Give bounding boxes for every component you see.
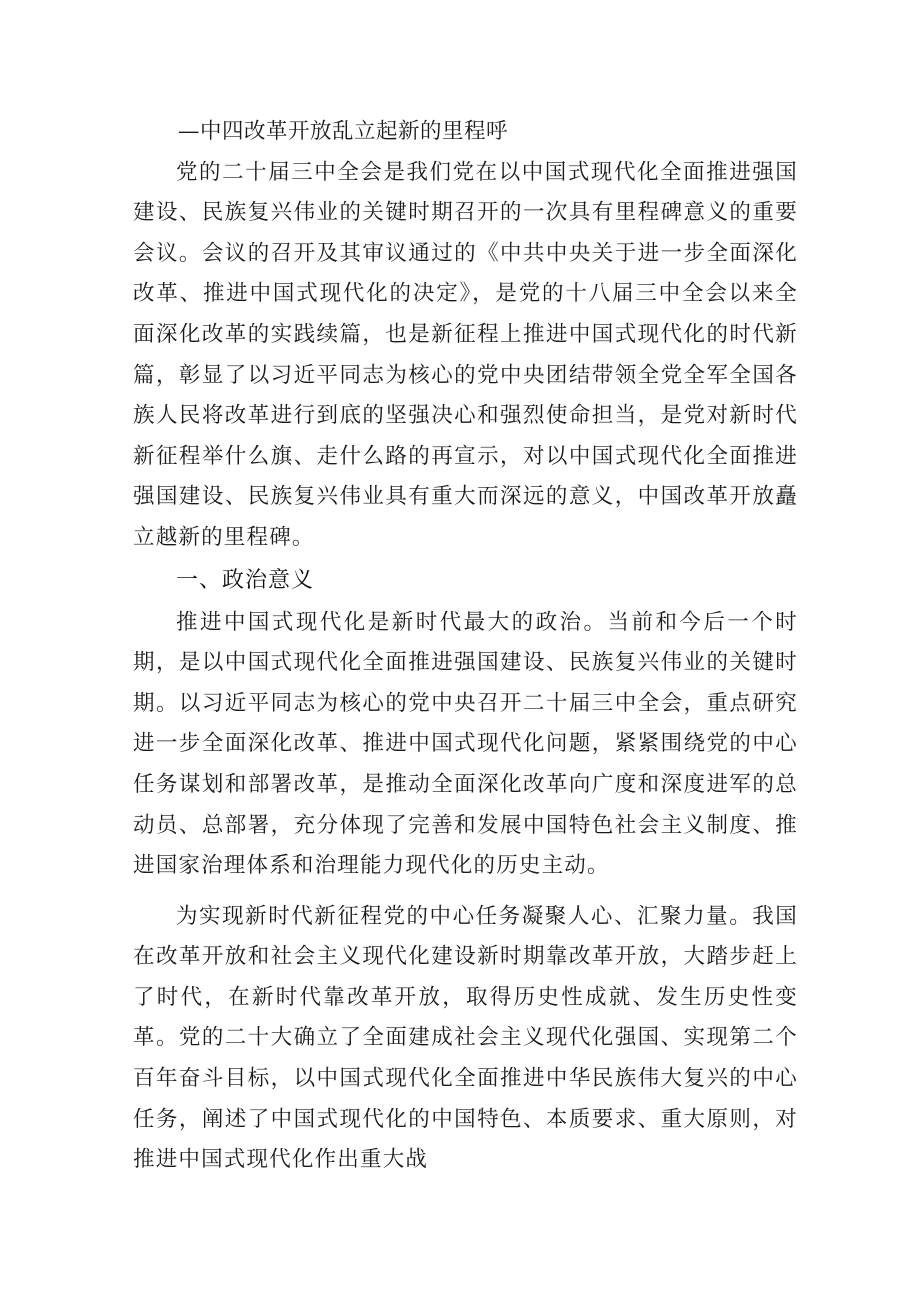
paragraph-central-task: 为实现新时代新征程党的中心任务凝聚人心、汇聚力量。我国在改革开放和社会主义现代化建设新时期靠改革开放，大踏步赶上了时代，在新时代靠改革开放，取得历史性成就、发生历史性变革。党的二十大确立了全面建成社会主义现代化强国、实现第二个百年奋斗目标，以中国式现代化全面推进中华民族伟大复兴的中心任务，阐述了中国式现代化的中国特色、本质要求、重大原则，对推进中国式现代化作出重大战	[133, 903, 798, 1173]
section-heading: 一、政治意义	[176, 567, 315, 593]
paragraph-spacer	[133, 887, 798, 897]
paragraph-political: 推进中国式现代化是新时代最大的政治。当前和今后一个时期，是以中国式现代化全面推进强国建设、民族复兴伟业的关键时期。以习近平同志为核心的党中央召开二十届三中全会，重点研究进一步全面深化改革、推进中国式现代化问题，紧紧围绕党的中心任务谋划和部署改革，是推动全面深化改革向广度和深度进军的总动员、总部署，充分体现了完善和发展中国特色社会主义制度、推进国家治理体系和治理能力现代化的历史主动。	[133, 609, 798, 879]
document-subtitle: —中四改革开放乱立起新的里程呼	[178, 119, 509, 144]
document-body	[133, 112, 798, 1181]
intro-paragraph: 党的二十届三中全会是我们党在以中国式现代化全面推进强国建设、民族复兴伟业的关键时期召开的一次具有里程碑意义的重要会议。会议的召开及其审议通过的《中共中央关于进一步全面深化改革、推进中国式现代化的决定》，是党的十八届三中全会以来全面深化改革的实践续篇，也是新征程上推进中国式现代化的时代新篇，彰显了以习近平同志为核心的党中央团结带领全党全军全国各族人民将改革进行到底的坚强决心和强烈使命担当，是党对新时代新征程举什么旗、走什么路的再宣示，对以中国式现代化全面推进强国建设、民族复兴伟业具有重大而深远的意义，中国改革开放矗立越新的里程碑。	[133, 159, 798, 550]
